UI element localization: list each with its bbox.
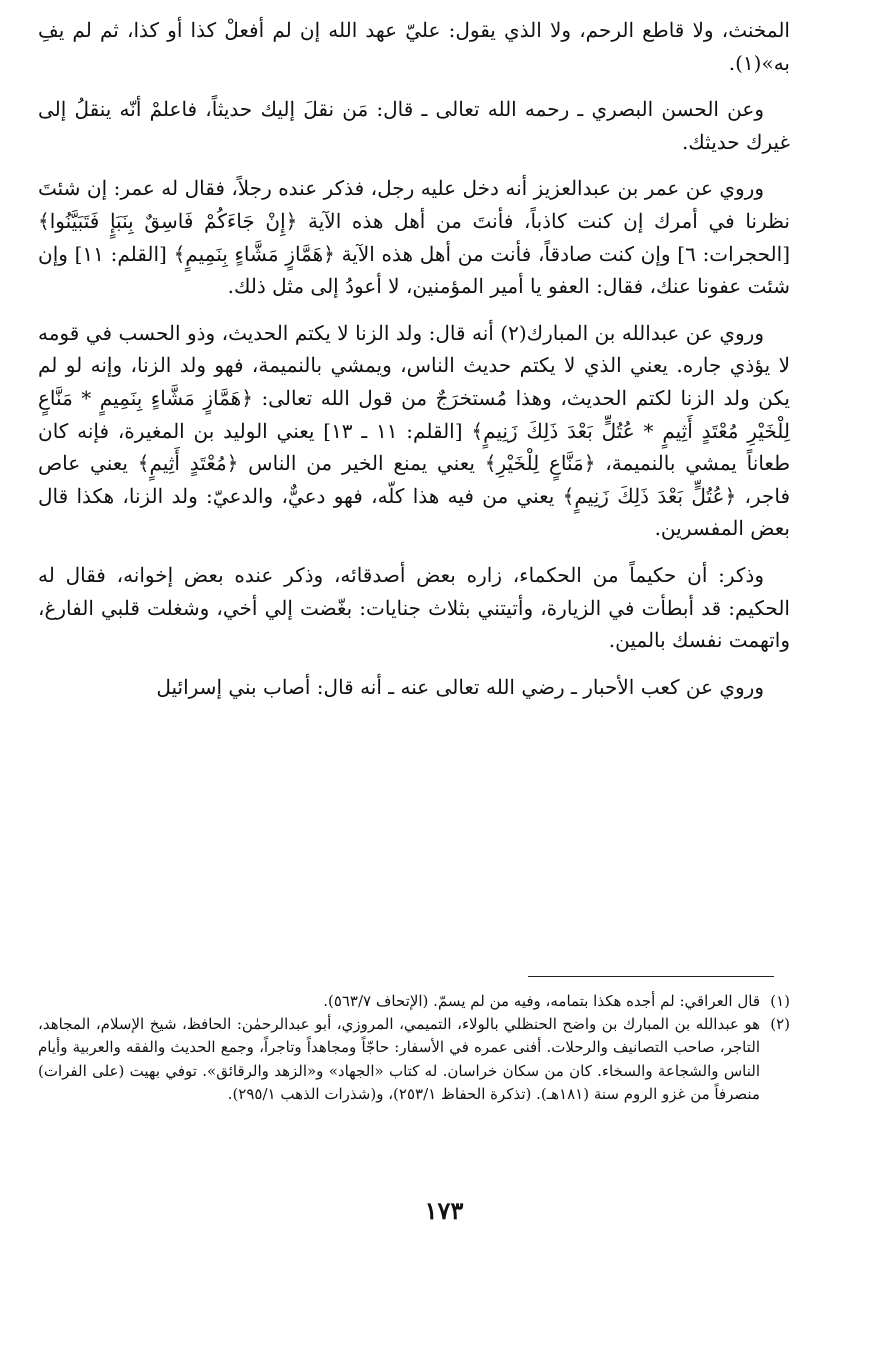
footnotes [38,990,790,1106]
footnote-2 [38,1013,790,1106]
main-text [38,14,790,717]
footnote-1 [38,990,790,1013]
paragraph-1: المخنث، ولا قاطع الرحم، ولا الذي يقول: عليّ عهد الله إن لم أفعلْ كذا أو كذا، ثم لم يفِ به»(١). [38,18,790,75]
footnote-number: (١) [770,992,790,1010]
page-number: ١٧٣ [424,1196,464,1225]
paragraph-5: وذكر: أن حكيماً من الحكماء، زاره بعض أصدقائه، وذكر عنده بعض إخوانه، فقال له الحكيم: قد أبطأت في الزيارة، وأتيتني بثلاث جنايات: بغّضت إلي أخي، وشغلت قلبي الفارغ، واتهمت نفسك بالمين. [38,562,790,653]
footnote-text: هو عبدالله بن المبارك بن واضح الحنظلي بالولاء، التميمي، المروزي، أبو عبدالرحمٰن: الحافظ، شيخ الإسلام، المجاهد، التاجر، صاحب التصانيف والرحلات. أفنى عمره في الأسفار: حاجّاً ومجاهداً وتاجراً، وجمع الحديث والفقه والعربية وأيام الناس والشجاعة والسخاء. كان من سكان خراسان. له كتاب «الجهاد» و«الزهد والرقائق». توفي بهيت (على الفرات) منصرفاً من غزو الروم سنة (١٨١هـ). (تذكرة الحفاظ ٢٥٣/١)، و(شذرات الذهب ٢٩٥/١). [38,1015,760,1103]
paragraph-4: وروي عن عبدالله بن المبارك(٢) أنه قال: ولد الزنا لا يكتم الحديث، وذو الحسب في قومه لا يؤذي جاره. يعني الذي لا يكتم حديث الناس، ويمشي بالنميمة، فهو ولد الزنا، وإنه لو لم يكن ولد الزنا لكتم الحديث، وهذا مُستخرَجٌ من قول الله تعالى: ﴿هَمَّازٍ مَشَّاءٍ بِنَمِيمٍ * مَنَّاعٍ لِلْخَيْرِ مُعْتَدٍ أَثِيمٍ * عُتُلٍّ بَعْدَ ذَلِكَ زَنِيمٍ﴾ [القلم: ١١ ـ ١٣] يعني الوليد بن المغيرة، فإنه كان طعاناً يمشي بالنميمة، ﴿مَنَّاعٍ لِلْخَيْرِ﴾ يعني يمنع الخير من الناس ﴿مُعْتَدٍ أَثِيمٍ﴾ يعني عاص فاجر، ﴿عُتُلٍّ بَعْدَ ذَلِكَ زَنِيمٍ﴾ يعني من فيه هذا كلّه، فهو دعيٌّ، والدعيّ: ولد الزنا، هكذا قال بعض المفسرين. [38,320,790,541]
paragraph-6: وروي عن كعب الأحبار ـ رضي الله تعالى عنه ـ أنه قال: أصاب بني إسرائيل [156,674,764,699]
paragraph-3: وروي عن عمر بن عبدالعزيز أنه دخل عليه رجل، فذكر عنده رجلاً، فقال له عمر: إن شئتَ نظرنا في أمرك إن كنت كاذباً، فأنتَ من أهل هذه الآية ﴿إِنْ جَاءَكُمْ فَاسِقٌ بِنَبَإٍ فَتَبَيَّنُوا﴾ [الحجرات: ٦] وإن كنت صادقاً، فأنت من أهل هذه الآية ﴿هَمَّازٍ مَشَّاءٍ بِنَمِيمٍ﴾ [القلم: ١١] وإن شئت عفونا عنك، فقال: العفو يا أمير المؤمنين، لا أعودُ إلى مثل ذلك. [38,176,791,299]
footnote-separator [528,976,774,977]
paragraph-2: وعن الحسن البصري ـ رحمه الله تعالى ـ قال: مَن نقلَ إليك حديثاً، فاعلمْ أنّه ينقلُ إلى غيرك حديثك. [38,97,790,154]
footnote-number: (٢) [770,1015,790,1034]
footnote-text: قال العراقي: لم أجده هكذا بتمامه، وفيه من لم يسمّ. (الإتحاف ٥٦٣/٧). [323,992,760,1010]
